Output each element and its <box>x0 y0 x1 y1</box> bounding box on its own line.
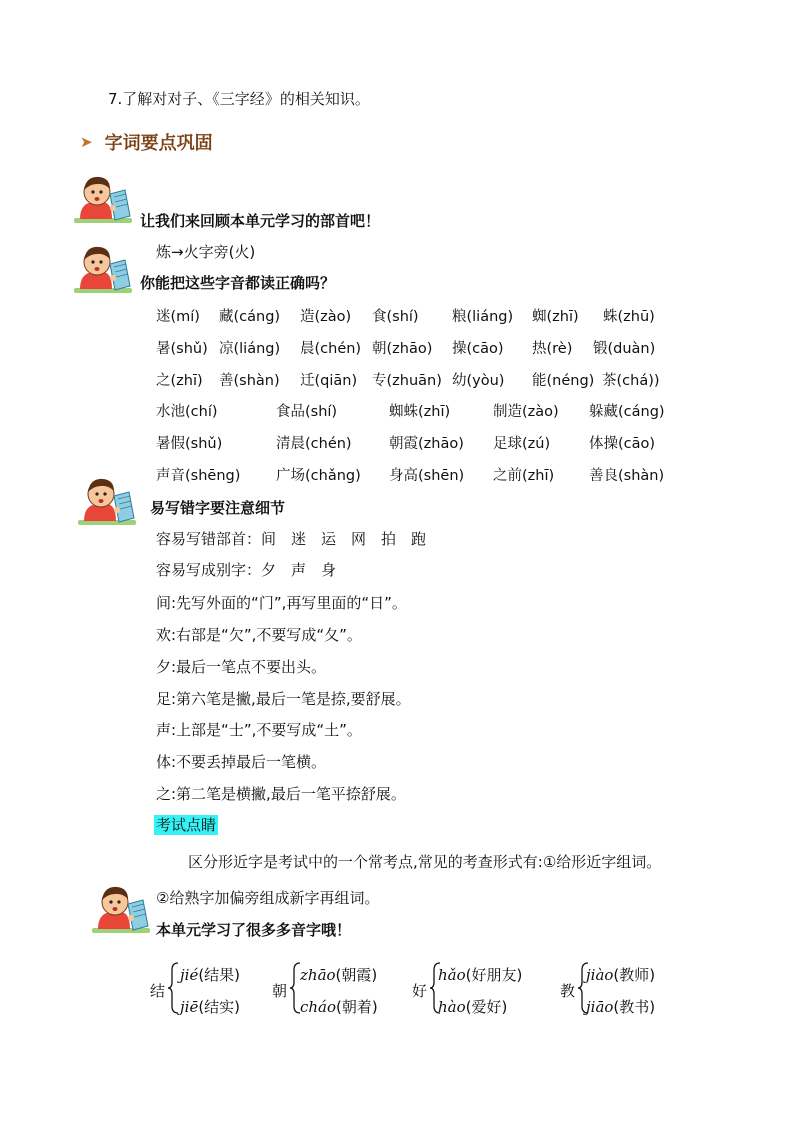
pinyin-item: 晨(chén) <box>300 341 362 357</box>
example-word: (好朋友) <box>465 966 523 984</box>
pinyin-row <box>0 305 794 329</box>
pinyin-reading: zhāo <box>300 966 336 984</box>
pinyin-item: 锻(duàn) <box>593 341 656 357</box>
arrow-bullet-icon: ➤ <box>80 133 93 151</box>
pinyin-row <box>0 369 794 393</box>
polyphone-char: 结 <box>150 982 166 1000</box>
exam-tip-badge <box>154 814 218 835</box>
word-row <box>0 400 794 424</box>
objective-item: 7.了解对对子、《三字经》的相关知识。 <box>108 90 370 108</box>
word-item: 声音(shēng) <box>156 468 241 484</box>
word-item: 水池(chí) <box>156 404 218 420</box>
example-word: (朝着) <box>336 998 378 1016</box>
prompt-radicals: 让我们来回顾本单元学习的部首吧！ <box>140 212 381 230</box>
exam-tip-text: ②给熟字加偏旁组成新字再组词。 <box>156 889 380 907</box>
note-line: 欢:右部是“欠”,不要写成“夂”。 <box>156 626 362 644</box>
word-item: 朝霞(zhāo) <box>389 436 464 452</box>
example-word: (结实) <box>198 998 241 1016</box>
note-line: 容易写错部首：间 迷 运 网 拍 跑 <box>156 530 427 548</box>
word-item: 体操(cāo) <box>589 436 656 452</box>
pinyin-item: 凉(liáng) <box>219 341 281 357</box>
kid-reading-icon <box>70 172 134 228</box>
pinyin-item: 能(néng) <box>532 373 595 389</box>
pinyin-item: 暑(shǔ) <box>156 341 208 357</box>
pinyin-reading: hào <box>438 998 466 1016</box>
note-line: 之:第二笔是横撇,最后一笔平捺舒展。 <box>156 785 406 803</box>
word-item: 身高(shēn) <box>389 468 465 484</box>
pinyin-item: 朝(zhāo) <box>372 341 433 357</box>
word-item: 广场(chǎng) <box>276 468 361 484</box>
example-word: (教师) <box>613 966 656 984</box>
word-item: 制造(zào) <box>493 404 559 420</box>
polyphone-char: 朝 <box>272 982 288 1000</box>
section-heading <box>80 129 213 155</box>
pinyin-item: 造(zào) <box>300 309 352 325</box>
word-item: 之前(zhī) <box>493 468 555 484</box>
prompt-pronunciation: 你能把这些字音都读正确吗？ <box>140 274 336 292</box>
brace-icon <box>167 962 179 1014</box>
section-title: 字词要点巩固 <box>104 133 213 154</box>
pinyin-reading: jiāo <box>586 998 614 1016</box>
pinyin-item: 热(rè) <box>532 341 573 357</box>
pinyin-item: 粮(liáng) <box>452 309 514 325</box>
kid-reading-icon <box>70 242 134 298</box>
pinyin-row <box>0 337 794 361</box>
pinyin-item: 之(zhī) <box>156 373 203 389</box>
word-item: 清晨(chén) <box>276 436 352 452</box>
word-item: 善良(shàn) <box>589 468 665 484</box>
example-word: (教书) <box>613 998 656 1016</box>
exam-tip-text: 区分形近字是考试中的一个常考点,常见的考查形式有:①给形近字组词。 <box>188 853 662 871</box>
pinyin-item: 蜘(zhī) <box>532 309 579 325</box>
pinyin-item: 操(cāo) <box>452 341 504 357</box>
pinyin-reading: jié <box>180 966 199 984</box>
word-item: 蜘蛛(zhī) <box>389 404 451 420</box>
pinyin-item: 迷(mí) <box>156 309 200 325</box>
word-row <box>0 432 794 456</box>
pinyin-item: 幼(yòu) <box>452 373 505 389</box>
polyphone-char: 好 <box>412 982 428 1000</box>
word-item: 食品(shí) <box>276 404 338 420</box>
pinyin-reading: jiào <box>586 966 614 984</box>
kid-reading-icon <box>88 882 152 938</box>
note-line: 间:先写外面的“门”,再写里面的“日”。 <box>156 594 407 612</box>
example-word: (朝霞) <box>335 966 378 984</box>
word-item: 躲藏(cáng) <box>589 404 665 420</box>
note-line: 容易写成别字：夕 声 身 <box>156 561 337 579</box>
pinyin-item: 蛛(zhū) <box>603 309 655 325</box>
note-line: 体:不要丢掉最后一笔横。 <box>156 753 327 771</box>
pinyin-item: 茶(chá)) <box>602 373 660 389</box>
pinyin-reading: cháo <box>300 998 337 1016</box>
pinyin-item: 专(zhuān) <box>372 373 442 389</box>
note-line: 夕:最后一笔点不要出头。 <box>156 658 327 676</box>
example-word: (爱好) <box>465 998 508 1016</box>
exam-tip-label: 考试点睛 <box>156 816 217 834</box>
radical-example: 炼→火字旁(火) <box>156 243 256 261</box>
prompt-polyphones: 本单元学习了很多多音字哦！ <box>156 921 352 939</box>
note-line: 足:第六笔是撇,最后一笔是捺,要舒展。 <box>156 690 411 708</box>
word-item: 足球(zú) <box>493 436 551 452</box>
pinyin-item: 善(shàn) <box>219 373 280 389</box>
pinyin-item: 藏(cáng) <box>219 309 281 325</box>
example-word: (结果) <box>198 966 241 984</box>
prompt-writing: 易写错字要注意细节 <box>150 499 286 517</box>
polyphone-char: 教 <box>560 982 576 1000</box>
word-item: 暑假(shǔ) <box>156 436 223 452</box>
pinyin-item: 食(shí) <box>372 309 419 325</box>
kid-reading-icon <box>74 474 138 530</box>
pinyin-item: 迁(qiān) <box>300 373 358 389</box>
note-line: 声:上部是“士”,不要写成“土”。 <box>156 721 362 739</box>
pinyin-reading: hǎo <box>438 966 466 984</box>
pinyin-reading: jiē <box>180 998 199 1016</box>
